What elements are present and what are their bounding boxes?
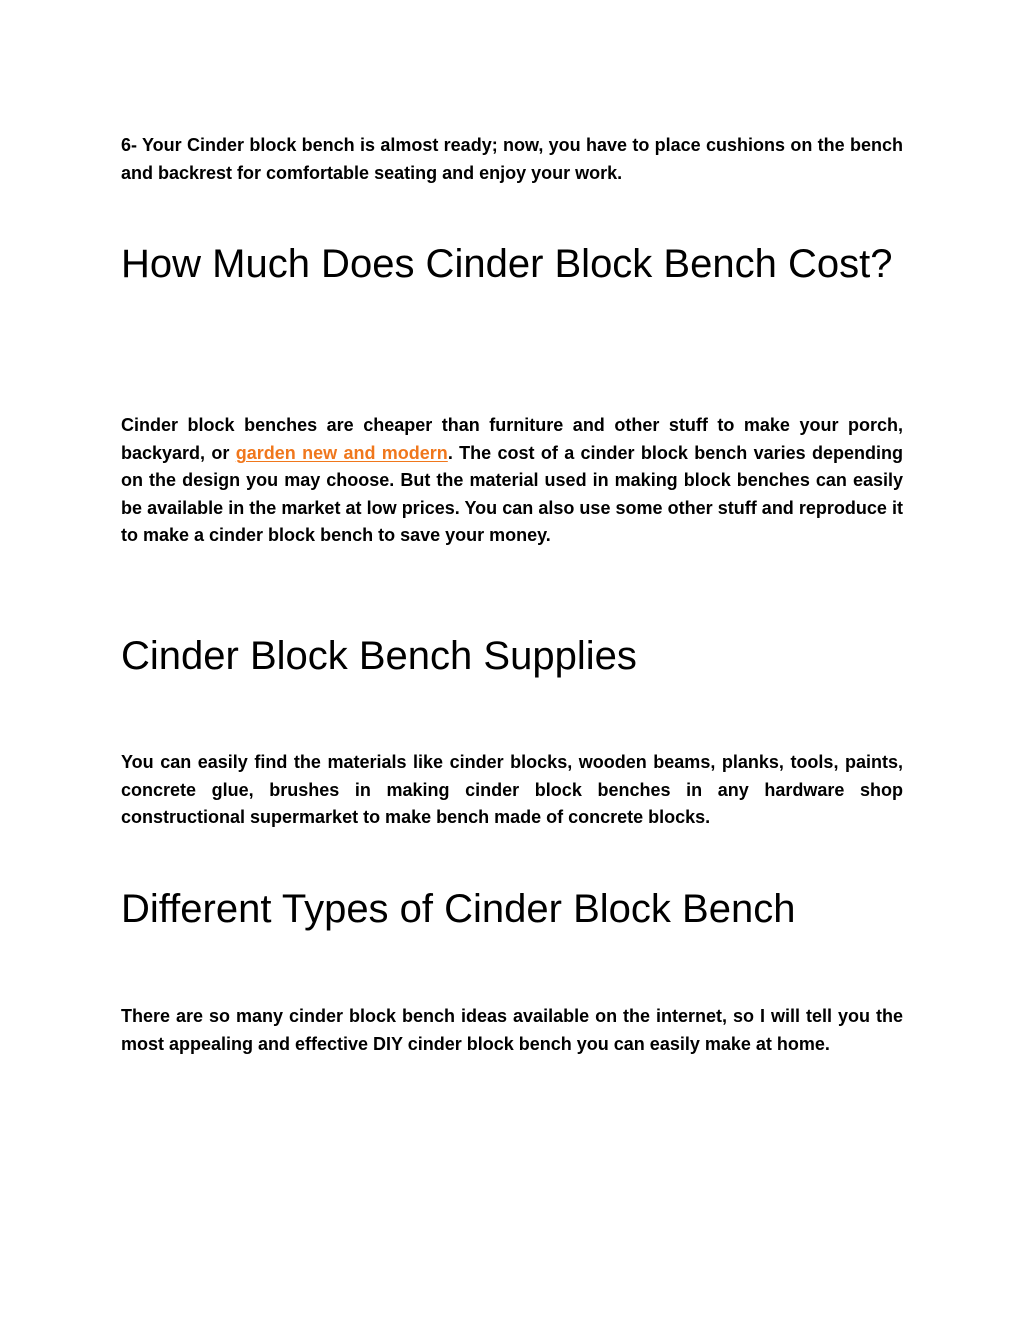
garden-link[interactable]: garden new and modern — [235, 442, 448, 463]
supplies-paragraph: You can easily find the materials like cinder blocks, wooden beams, planks, tools, paints, concrete glue, brushes in making cinder block benches in any hardware shop constructional supermarket to make bench made of concrete blocks. — [121, 752, 903, 827]
cost-paragraph-text-after-link: . The cost of a cinder block bench varies depending on the design you may choose. But the material used in making block benches can easily be available in the market at low prices. You can also use some other stuff and reproduce it to make a cinder block bench to save your money. — [121, 442, 903, 545]
types-heading: Different Types of Cinder Block Bench — [121, 887, 796, 931]
supplies-heading: Cinder Block Bench Supplies — [121, 634, 637, 678]
cost-paragraph — [121, 412, 903, 550]
cost-paragraph-text-before-link: Cinder block benches are cheaper than furniture and other stuff to make your porch, backyard, or — [121, 415, 903, 463]
types-paragraph: There are so many cinder block bench ideas available on the internet, so I will tell you the most appealing and effective DIY cinder block bench you can easily make at home. — [121, 1006, 903, 1054]
step-6-paragraph: 6- Your Cinder block bench is almost ready; now, you have to place cushions on the bench and backrest for comfortable seating and enjoy your work. — [121, 135, 903, 183]
cost-heading: How Much Does Cinder Block Bench Cost? — [121, 242, 893, 286]
